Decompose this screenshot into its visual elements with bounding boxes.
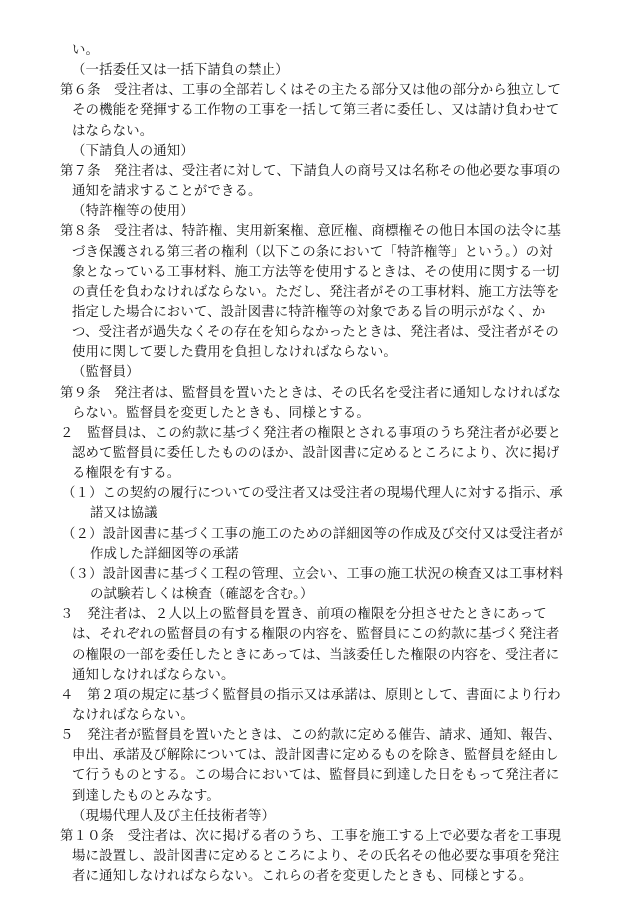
text-line: その機能を発揮する工作物の工事を一括して第三者に委任し、又は請け負わせて [72,103,560,119]
text-line: はならない。 [72,123,154,139]
text-line: 通知を請求することができる。 [72,184,262,200]
text-line: 第９条 発注者は、監督員を置いたときは、その氏名を受注者に通知しなければな [60,385,562,401]
text-line: （現場代理人及び主任技術者等） [72,808,276,824]
text-line: （下請負人の通知） [72,143,194,159]
text-line: 使用に関して要した費用を負担しなければならない。 [72,345,397,361]
text-line: 場に設置し、設計図書に定めるところにより、その氏名その他必要な事項を発注 [72,849,560,864]
text-line: 申出、承諾及び解除については、設計図書に定めるものを除き、監督員を経由し [72,748,559,764]
text-line: （一括委任又は一括下請負の禁止） [72,63,289,79]
text-line: ３ 発注者は、２人以上の監督員を置き、前項の権限を分担させたときにあって [60,607,547,623]
text-line: 認めて監督員に委任したもののほか、設計図書に定めるところにより、次に掲げ [72,446,560,461]
text-line: る権限を有する。 [72,466,181,482]
text-line: て行うものとする。この場合においては、監督員に到達した日をもって発注者に [72,768,560,784]
text-line: らない。監督員を変更したときも、同様とする。 [72,405,370,421]
text-line: ４ 第２項の規定に基づく監督員の指示又は承諾は、原則として、書面により行わ [60,687,561,703]
text-line: の責任を負わなければならない。ただし、発注者がその工事材料、施工方法等を [72,284,560,300]
text-line: 作成した詳細図等の承諾 [90,546,239,562]
text-line: つ、受注者が過失なくその存在を知らなかったときは、発注者は、受注者がその [72,325,559,341]
text-line: 指定した場合において、設計図書に特許権等の対象である旨の明示がなく、か [72,304,546,320]
text-line: 到達したものとみなす。 [72,788,220,804]
text-line: （３）設計図書に基づく工程の管理、立会い、工事の施工状況の検査又は工事材料 [62,566,564,582]
text-line: ２ 監督員は、この約款に基づく発注者の権限とされる事項のうち発注者が必要と [60,425,562,441]
text-line: い。 [72,43,100,58]
text-line: の権限の一部を委任したときにあっては、当該委任した権限の内容を、受注者に [72,647,560,663]
text-line: （２）設計図書に基づく工事の施工のための詳細図等の作成及び交付又は受注者が [62,526,564,542]
text-line: （監督員） [72,365,140,381]
text-line: ５ 発注者が監督員を置いたときは、この約款に定める催告、請求、通知、報告、 [60,728,562,744]
text-line: 象となっている工事材料、施工方法等を使用するときは、その使用に関する一切 [72,264,560,280]
text-line: 第１０条 受注者は、次に掲げる者のうち、工事を施工する上で必要な者を工事現 [60,828,562,844]
text-line: は、それぞれの監督員の有する権限の内容を、監督員にこの約款に基づく発注者 [72,627,560,643]
text-line: 通知しなければならない。 [72,667,235,683]
text-line: 者に通知しなければならない。これらの者を変更したときも、同様とする。 [72,869,533,885]
text-line: 第７条 発注者は、受注者に対して、下請負人の商号又は名称その他必要な事項の [60,163,561,179]
text-line: なければならない。 [72,707,194,723]
text-line: 諾又は協議 [90,506,158,522]
text-line: の試験若しくは検査（確認を含む。） [90,587,314,603]
text-line: （１）この契約の履行についての受注者又は受注者の現場代理人に対する指示、承 [62,486,563,502]
text-line: （特許権等の使用） [72,204,194,220]
text-line: 第６条 受注者は、工事の全部若しくはその主たる部分又は他の部分から独立して [60,83,561,99]
text-line: づき保護される第三者の権利（以下この条において「特許権等」という。）の対 [72,244,553,260]
text-line: 第８条 受注者は、特許権、実用新案権、意匠権、商標権その他日本国の法令に基 [60,224,562,240]
